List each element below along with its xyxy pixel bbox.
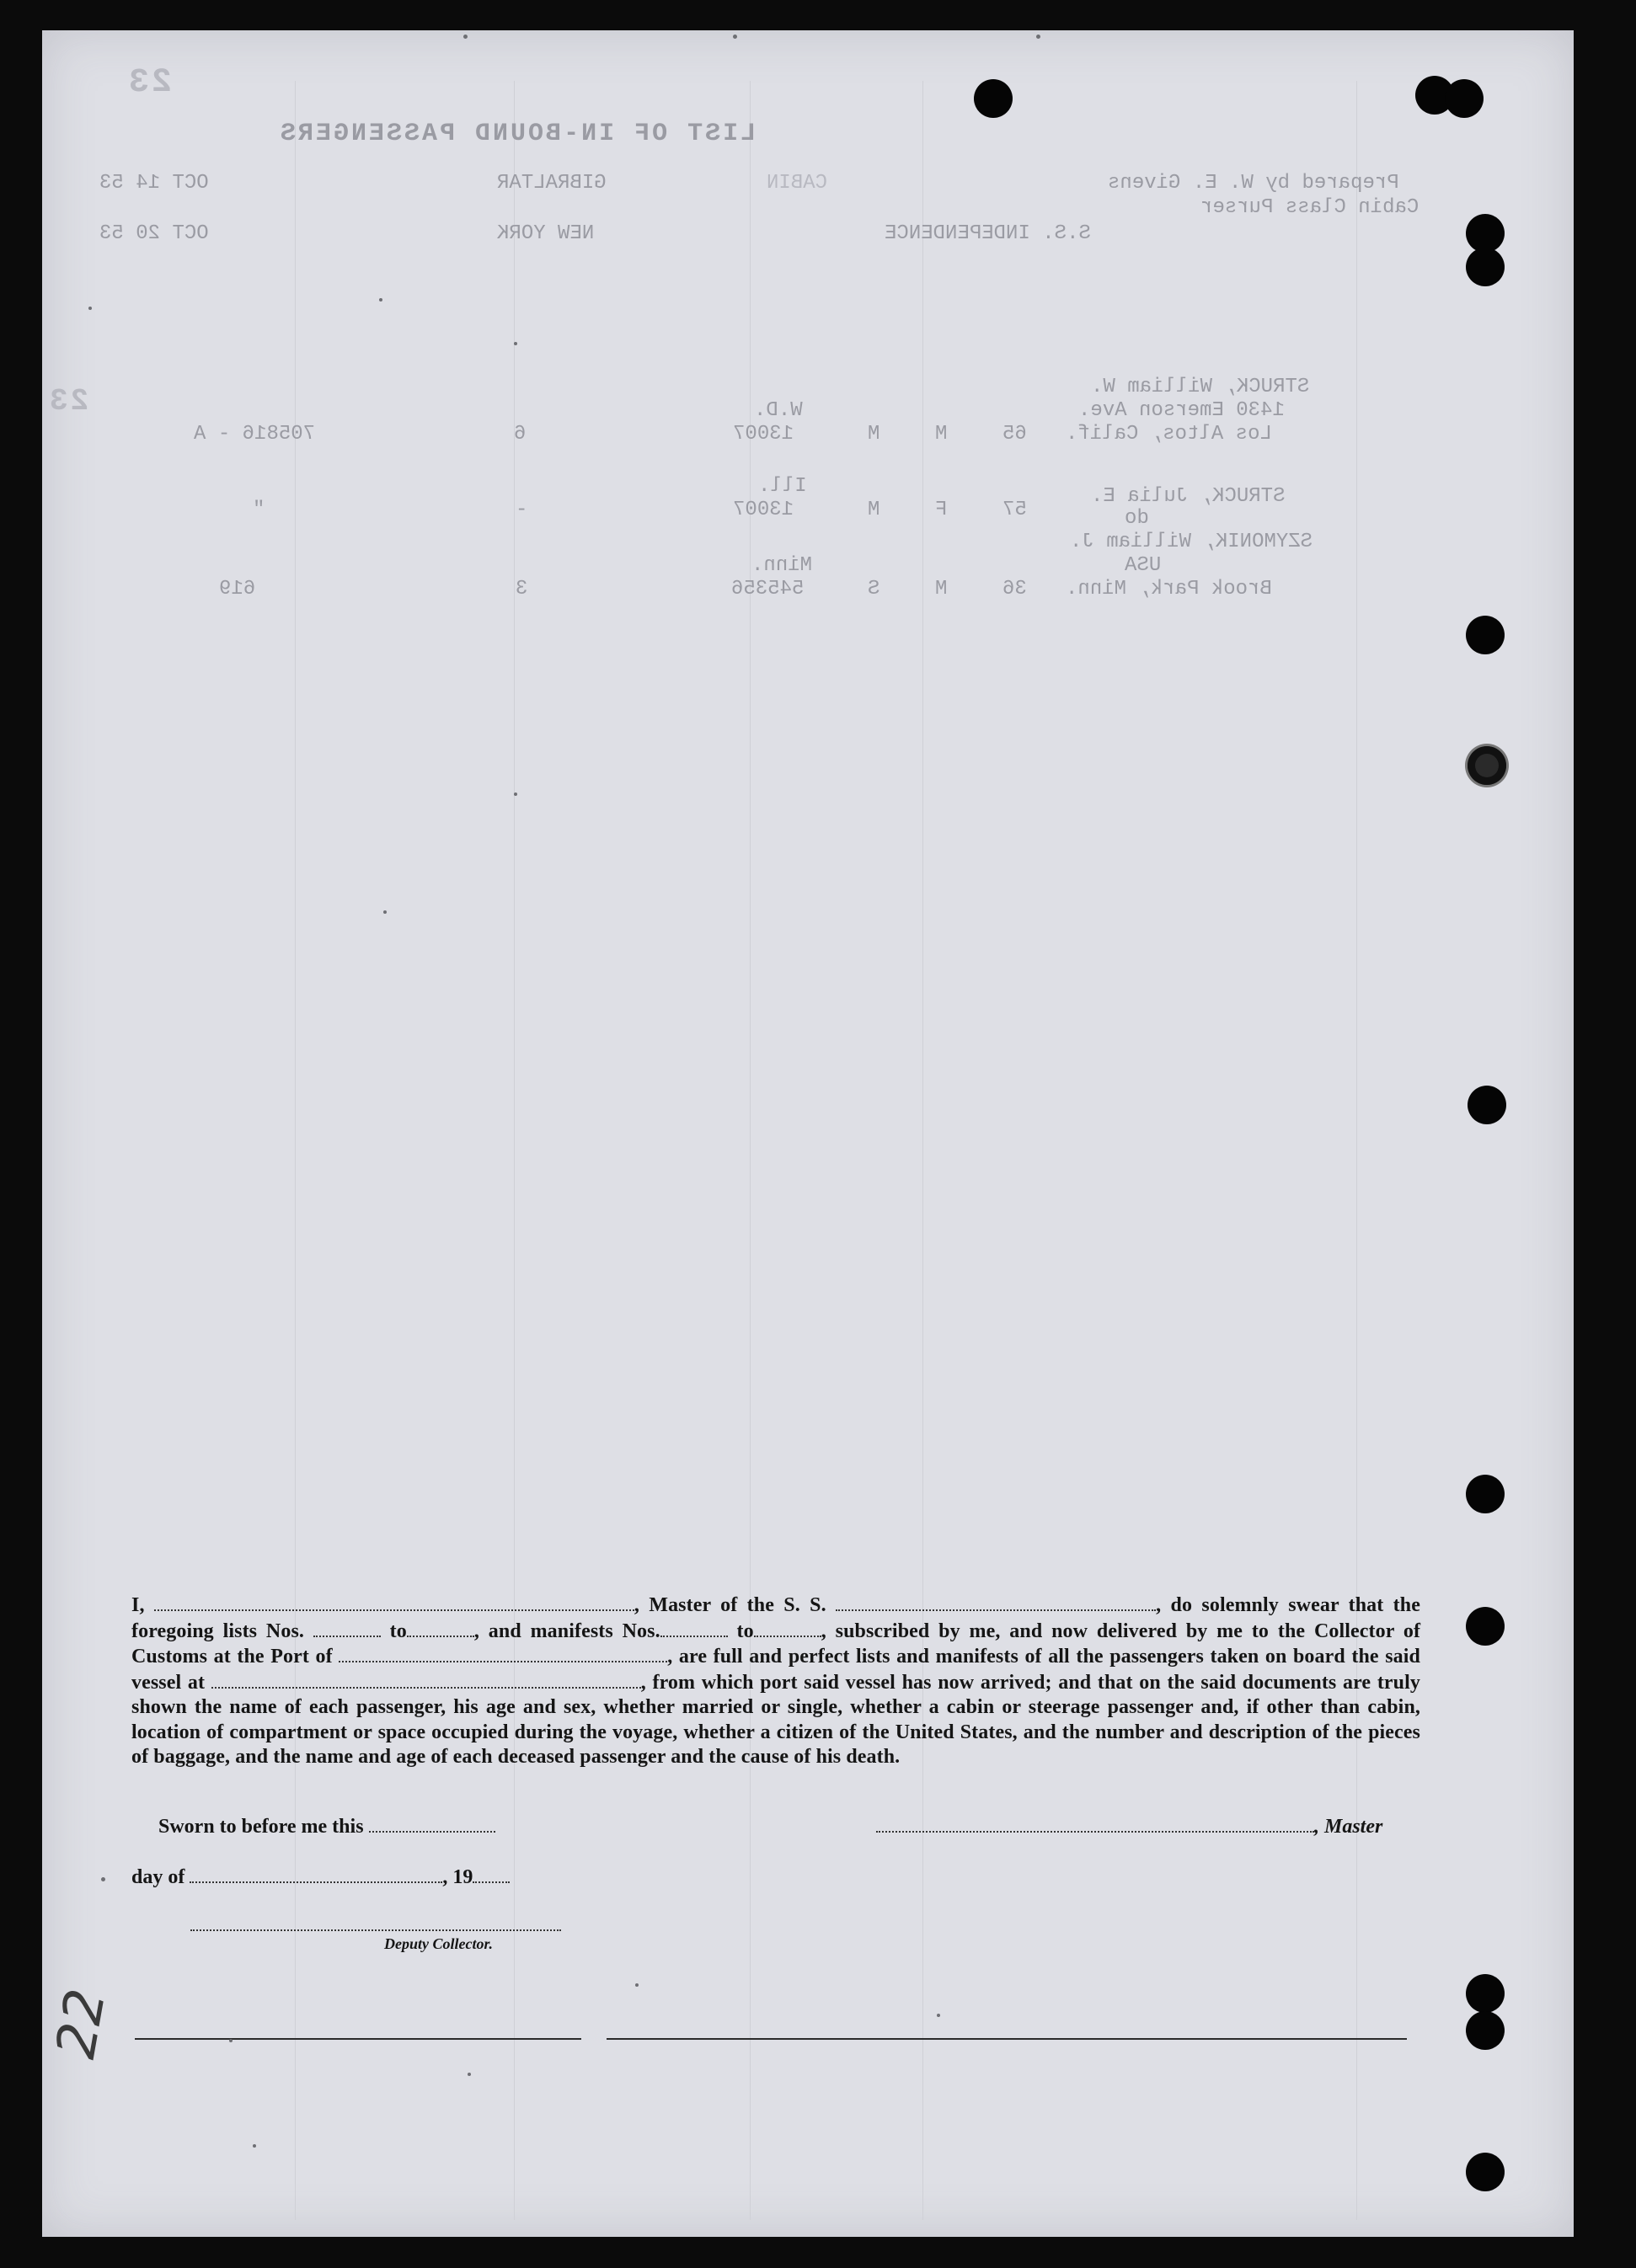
deputy-collector-label: Deputy Collector. (384, 1935, 493, 1952)
sworn-label: Sworn to before me this (158, 1816, 364, 1838)
speck (733, 35, 737, 39)
sworn-line (158, 1814, 495, 1838)
bleed-name: SZYMONIK, William J. (1070, 531, 1313, 553)
bleed-prepared-role: Cabin Class Purser (1200, 196, 1419, 219)
bleed-date-to: OCT 20 53 (99, 222, 209, 245)
bleed-ref: 705816 - A (194, 423, 316, 446)
bleed-sex: M (935, 578, 948, 600)
bleed-class: CABIN (767, 172, 828, 195)
bleed-name: STRUCK, William W. (1091, 376, 1310, 398)
bleed-status: M (868, 423, 880, 446)
punch-hole (1466, 616, 1505, 654)
bleed-address: Brook Park, Minn. (1066, 578, 1272, 600)
bleed-passport: 13007 (733, 499, 794, 521)
column-rule (1356, 81, 1357, 2220)
speck (514, 342, 517, 345)
bleed-status: M (868, 499, 880, 521)
speck (468, 2073, 471, 2076)
speck (88, 307, 92, 310)
oath-text: port said vessel has now arrived; and that on the said documents are truly shown the name of each passenger, his age and sex, whether married or single, whether a cabin or steerage passenger and, if other than cabin, location of compartment or space occupied during the voyage, whether a citizen of the United States, and the number and description of the pieces of baggage, and the name and age of each deceased passenger and the cause of his death. (131, 1671, 1420, 1768)
punch-hole (1466, 248, 1505, 286)
document-sheet (42, 30, 1574, 2237)
bleed-prepared-by: Prepared by W. E. Givens (1108, 172, 1399, 195)
speck (253, 2144, 256, 2148)
bleed-date-from: OCT 14 53 (99, 172, 209, 195)
punch-hole (1466, 1607, 1505, 1646)
oath-text: , subscribed by me, and now (821, 1620, 1088, 1642)
bleed-port-to: NEW YORK (497, 222, 595, 245)
speck (514, 792, 517, 796)
bleed-passport: 13007 (733, 423, 794, 446)
bleed-ref: " (253, 499, 265, 521)
oath-text: , do solemnly (1156, 1594, 1279, 1616)
bleed-name: STRUCK, Julia E. (1091, 485, 1286, 508)
bleed-margin-mark: 23 (47, 384, 89, 419)
bottom-rule-left (135, 2038, 581, 2040)
bleed-sex: M (935, 423, 948, 446)
deputy-signature-line (190, 1929, 561, 1931)
oath-text: , are full and perfect lists and (667, 1646, 930, 1668)
oath-text: to (736, 1620, 754, 1642)
bleed-issued: Minn. (751, 554, 813, 577)
oath-text: , Master of the S. S. (634, 1594, 826, 1616)
year-label: , 19 (442, 1866, 473, 1888)
bleed-status: S (868, 578, 880, 600)
column-rule (922, 81, 923, 2220)
oath-text: , from which (640, 1671, 754, 1694)
oath-text: to (389, 1620, 407, 1642)
bleed-bags: 6 (514, 423, 527, 446)
punch-hole (1468, 1086, 1506, 1124)
bleed-age: 65 (1002, 423, 1027, 446)
bleed-list-title: LIST OF IN-BOUND PASSENGERS (278, 120, 757, 148)
bleed-sex: F (935, 499, 948, 521)
bleed-bags: - (516, 499, 528, 521)
handwritten-margin-number: 22 (45, 1984, 119, 2063)
bleed-age: 36 (1002, 578, 1027, 600)
column-rule (750, 81, 751, 2220)
punch-hole (1466, 1475, 1505, 1513)
bleed-page-number: 23 (126, 64, 173, 102)
speck (229, 2039, 233, 2042)
bleed-vessel: S.S. INDEPENDENCE (885, 222, 1091, 245)
bleed-address: 1430 Emerson Ave. (1078, 399, 1285, 422)
speck (1036, 35, 1040, 39)
bleed-bags: 3 (516, 578, 528, 600)
speck (101, 1877, 105, 1881)
bleed-address: do (1125, 507, 1149, 530)
punch-hole (1466, 1974, 1505, 2013)
bottom-rule-right (607, 2038, 1407, 2040)
bleed-address: USA (1125, 554, 1162, 577)
bleed-passport: 545356 (731, 578, 805, 600)
punch-hole (1445, 79, 1484, 118)
oath-text: manifests of all the passengers taken on board the said vessel at (131, 1646, 1420, 1694)
punch-hole (1466, 2153, 1505, 2191)
day-of-label: day of (131, 1866, 185, 1888)
speck (463, 35, 468, 39)
bleed-issued: W.D. (754, 399, 803, 422)
oath-paragraph (131, 1593, 1420, 1770)
punch-hole (1468, 746, 1506, 785)
speck (383, 910, 387, 914)
day-of-line (131, 1865, 510, 1889)
punch-hole (974, 79, 1013, 118)
bleed-address: Los Altos, Calif. (1066, 423, 1272, 446)
bleed-age: 57 (1002, 499, 1027, 521)
speck (937, 2014, 940, 2017)
punch-hole (1466, 2011, 1505, 2050)
oath-text: , and manifests Nos. (473, 1620, 660, 1642)
speck (635, 1983, 639, 1987)
column-rule (514, 81, 515, 2220)
speck (379, 298, 382, 302)
master-line (876, 1814, 1382, 1838)
bleed-issued: Ill. (758, 475, 807, 498)
oath-text: delivered by me to the Collector of Customs at the Port of (131, 1620, 1421, 1668)
column-rule (295, 81, 296, 2220)
oath-text: swear that the foregoing lists Nos. (131, 1594, 1420, 1642)
bleed-port-from: GIBRALTAR (497, 172, 607, 195)
master-label: , Master (1314, 1816, 1383, 1838)
oath-text: I, (131, 1594, 145, 1616)
bleed-ref: 619 (219, 578, 256, 600)
